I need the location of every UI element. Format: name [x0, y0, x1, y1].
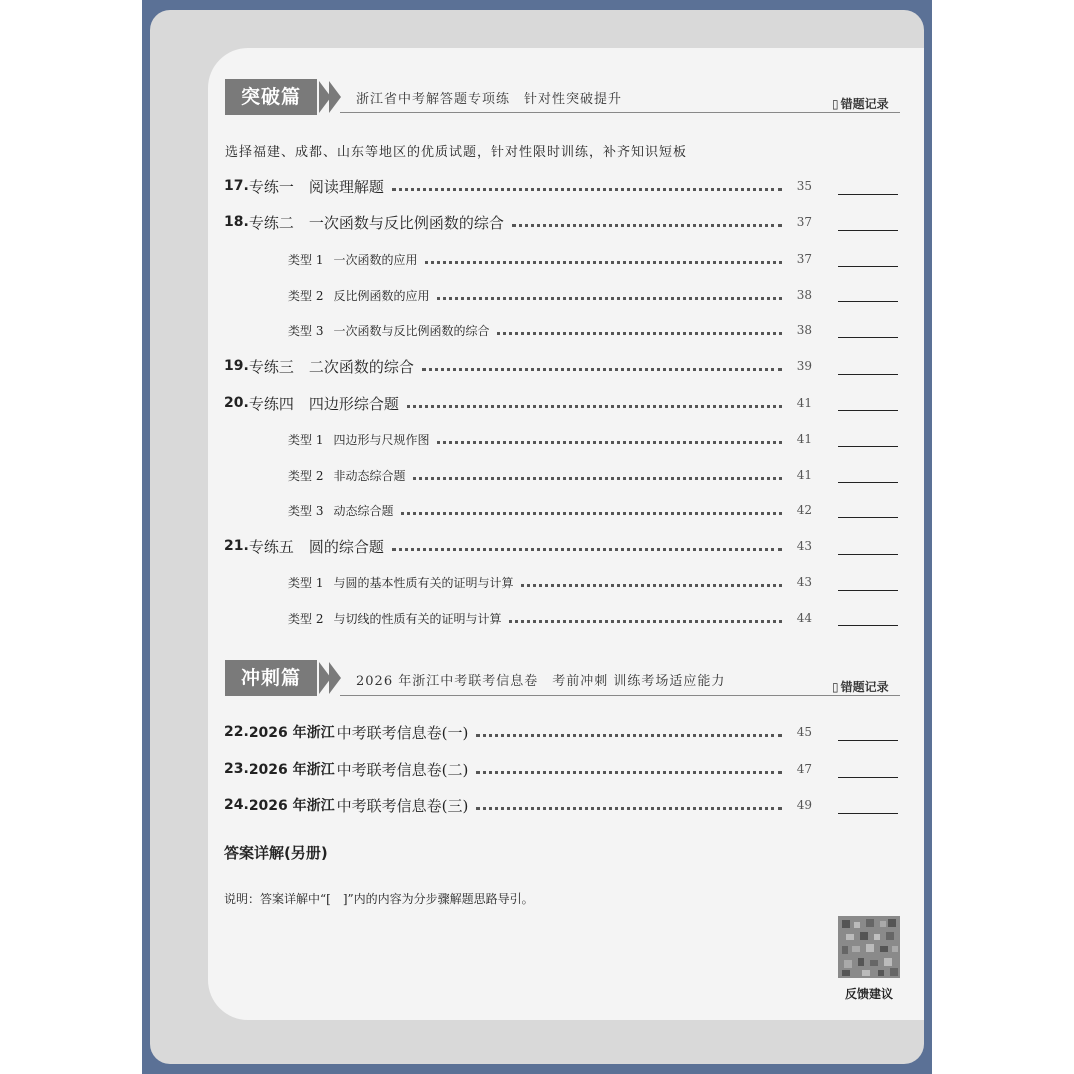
leader-dots: [521, 584, 782, 587]
leader-dots: [413, 477, 782, 480]
toc-subtitle: 与圆的基本性质有关的证明与计算: [333, 575, 514, 590]
answer-blank[interactable]: [838, 554, 898, 555]
page-number: 39: [796, 359, 812, 373]
leader-dots: [476, 734, 782, 737]
section-divider: [340, 695, 900, 696]
section-tag-label: 突破篇: [225, 79, 317, 115]
answer-blank[interactable]: [838, 194, 898, 195]
toc-title: 专练二 一次函数与反比例函数的综合: [248, 213, 504, 232]
page-number: 38: [796, 288, 812, 302]
toc-subtitle: 非动态综合题: [333, 468, 406, 483]
toc-subrow[interactable]: 类型 2 非动态综合题 41: [288, 468, 812, 483]
toc-subrow[interactable]: 类型 2 反比例函数的应用 38: [288, 288, 812, 303]
book-icon: ▯: [832, 97, 839, 111]
page-number: 45: [796, 725, 812, 739]
page-number: 35: [796, 179, 812, 193]
qr-code-icon[interactable]: [838, 916, 900, 978]
toc-subrow[interactable]: 类型 3 一次函数与反比例函数的综合 38: [288, 323, 812, 338]
toc-row[interactable]: 22. 2026 年浙江 中考联考信息卷(一) 45: [224, 723, 812, 742]
answer-blank[interactable]: [838, 625, 898, 626]
page-number: 43: [796, 539, 812, 553]
answer-blank[interactable]: [838, 517, 898, 518]
toc-subtitle: 一次函数与反比例函数的综合: [333, 323, 490, 338]
toc-title: 中考联考信息卷(一): [336, 723, 469, 742]
toc-title: 专练五 圆的综合题: [248, 537, 384, 556]
answer-blank[interactable]: [838, 337, 898, 338]
answer-blank[interactable]: [838, 482, 898, 483]
answer-blank[interactable]: [838, 813, 898, 814]
answer-blank[interactable]: [838, 590, 898, 591]
answer-blank[interactable]: [838, 410, 898, 411]
answer-blank[interactable]: [838, 374, 898, 375]
toc-subtitle: 四边形与尺规作图: [333, 432, 430, 447]
section-tag-breakthrough: [225, 79, 343, 115]
answer-blank[interactable]: [838, 266, 898, 267]
toc-subtitle: 动态综合题: [333, 503, 394, 518]
toc-title: 中考联考信息卷(二): [336, 760, 469, 779]
section-divider: [340, 112, 900, 113]
toc-row[interactable]: 24. 2026 年浙江 中考联考信息卷(三) 49: [224, 796, 812, 815]
answers-heading: 答案详解(另册): [224, 844, 328, 862]
toc-subrow[interactable]: 类型 1 与圆的基本性质有关的证明与计算 43: [288, 575, 812, 590]
leader-dots: [476, 771, 782, 774]
section-tag-sprint: [225, 660, 343, 696]
toc-row[interactable]: 17. 专练一 阅读理解题 35: [224, 177, 812, 196]
toc-subrow[interactable]: 类型 3 动态综合题 42: [288, 503, 812, 518]
leader-dots: [425, 261, 782, 264]
leader-dots: [392, 188, 782, 191]
page-number: 44: [796, 611, 812, 625]
page-number: 37: [796, 215, 812, 229]
answer-blank[interactable]: [838, 777, 898, 778]
error-record-label: ▯ 错题记录: [832, 680, 889, 694]
leader-dots: [476, 807, 782, 810]
leader-dots: [437, 297, 782, 300]
toc-title: 中考联考信息卷(三): [336, 796, 469, 815]
toc-subtitle: 与切线的性质有关的证明与计算: [333, 611, 502, 626]
page-number: 42: [796, 503, 812, 517]
toc-subrow[interactable]: 类型 1 一次函数的应用 37: [288, 252, 812, 267]
leader-dots: [509, 620, 782, 623]
page-number: 41: [796, 432, 812, 446]
toc-title: 专练一 阅读理解题: [248, 177, 384, 196]
feedback-label: 反馈建议: [844, 987, 893, 1001]
page-number: 41: [796, 468, 812, 482]
answer-blank[interactable]: [838, 230, 898, 231]
page-number: 41: [796, 396, 812, 410]
toc-subtitle: 一次函数的应用: [333, 252, 418, 267]
toc-title: 专练四 四边形综合题: [248, 394, 399, 413]
answer-blank[interactable]: [838, 446, 898, 447]
leader-dots: [497, 332, 782, 335]
chevron-icon: [329, 81, 341, 113]
page-number: 37: [796, 252, 812, 266]
toc-subrow[interactable]: 类型 2 与切线的性质有关的证明与计算 44: [288, 611, 812, 626]
leader-dots: [407, 405, 782, 408]
toc-row[interactable]: 18. 专练二 一次函数与反比例函数的综合 37: [224, 213, 812, 232]
toc-title: 专练三 二次函数的综合: [248, 357, 414, 376]
section-tag-label: 冲刺篇: [225, 660, 317, 696]
leader-dots: [512, 224, 782, 227]
page-number: 47: [796, 762, 812, 776]
section-intro: 选择福建、成都、山东等地区的优质试题，针对性限时训练，补齐知识短板: [225, 145, 688, 160]
page-number: 49: [796, 798, 812, 812]
answer-blank[interactable]: [838, 301, 898, 302]
book-icon: ▯: [832, 680, 839, 694]
toc-subtitle: 反比例函数的应用: [333, 288, 430, 303]
page-number: 38: [796, 323, 812, 337]
toc-row[interactable]: 20. 专练四 四边形综合题 41: [224, 394, 812, 413]
error-record-label: ▯ 错题记录: [832, 97, 889, 111]
toc-subrow[interactable]: 类型 1 四边形与尺规作图 41: [288, 432, 812, 447]
toc-row[interactable]: 23. 2026 年浙江 中考联考信息卷(二) 47: [224, 760, 812, 779]
toc-row[interactable]: 19. 专练三 二次函数的综合 39: [224, 357, 812, 376]
leader-dots: [437, 441, 782, 444]
note-text: 说明：答案详解中“[ ]”内的内容为分步骤解题思路导引。: [224, 892, 534, 906]
leader-dots: [401, 512, 782, 515]
section-title: 浙江省中考解答题专项练 针对性突破提升: [356, 92, 623, 107]
page-number: 43: [796, 575, 812, 589]
chevron-icon: [329, 662, 341, 694]
section-title: 2026 年浙江中考联考信息卷 考前冲刺 训练考场适应能力: [356, 674, 726, 689]
leader-dots: [422, 368, 782, 371]
toc-row[interactable]: 21. 专练五 圆的综合题 43: [224, 537, 812, 556]
answer-blank[interactable]: [838, 740, 898, 741]
leader-dots: [392, 548, 782, 551]
